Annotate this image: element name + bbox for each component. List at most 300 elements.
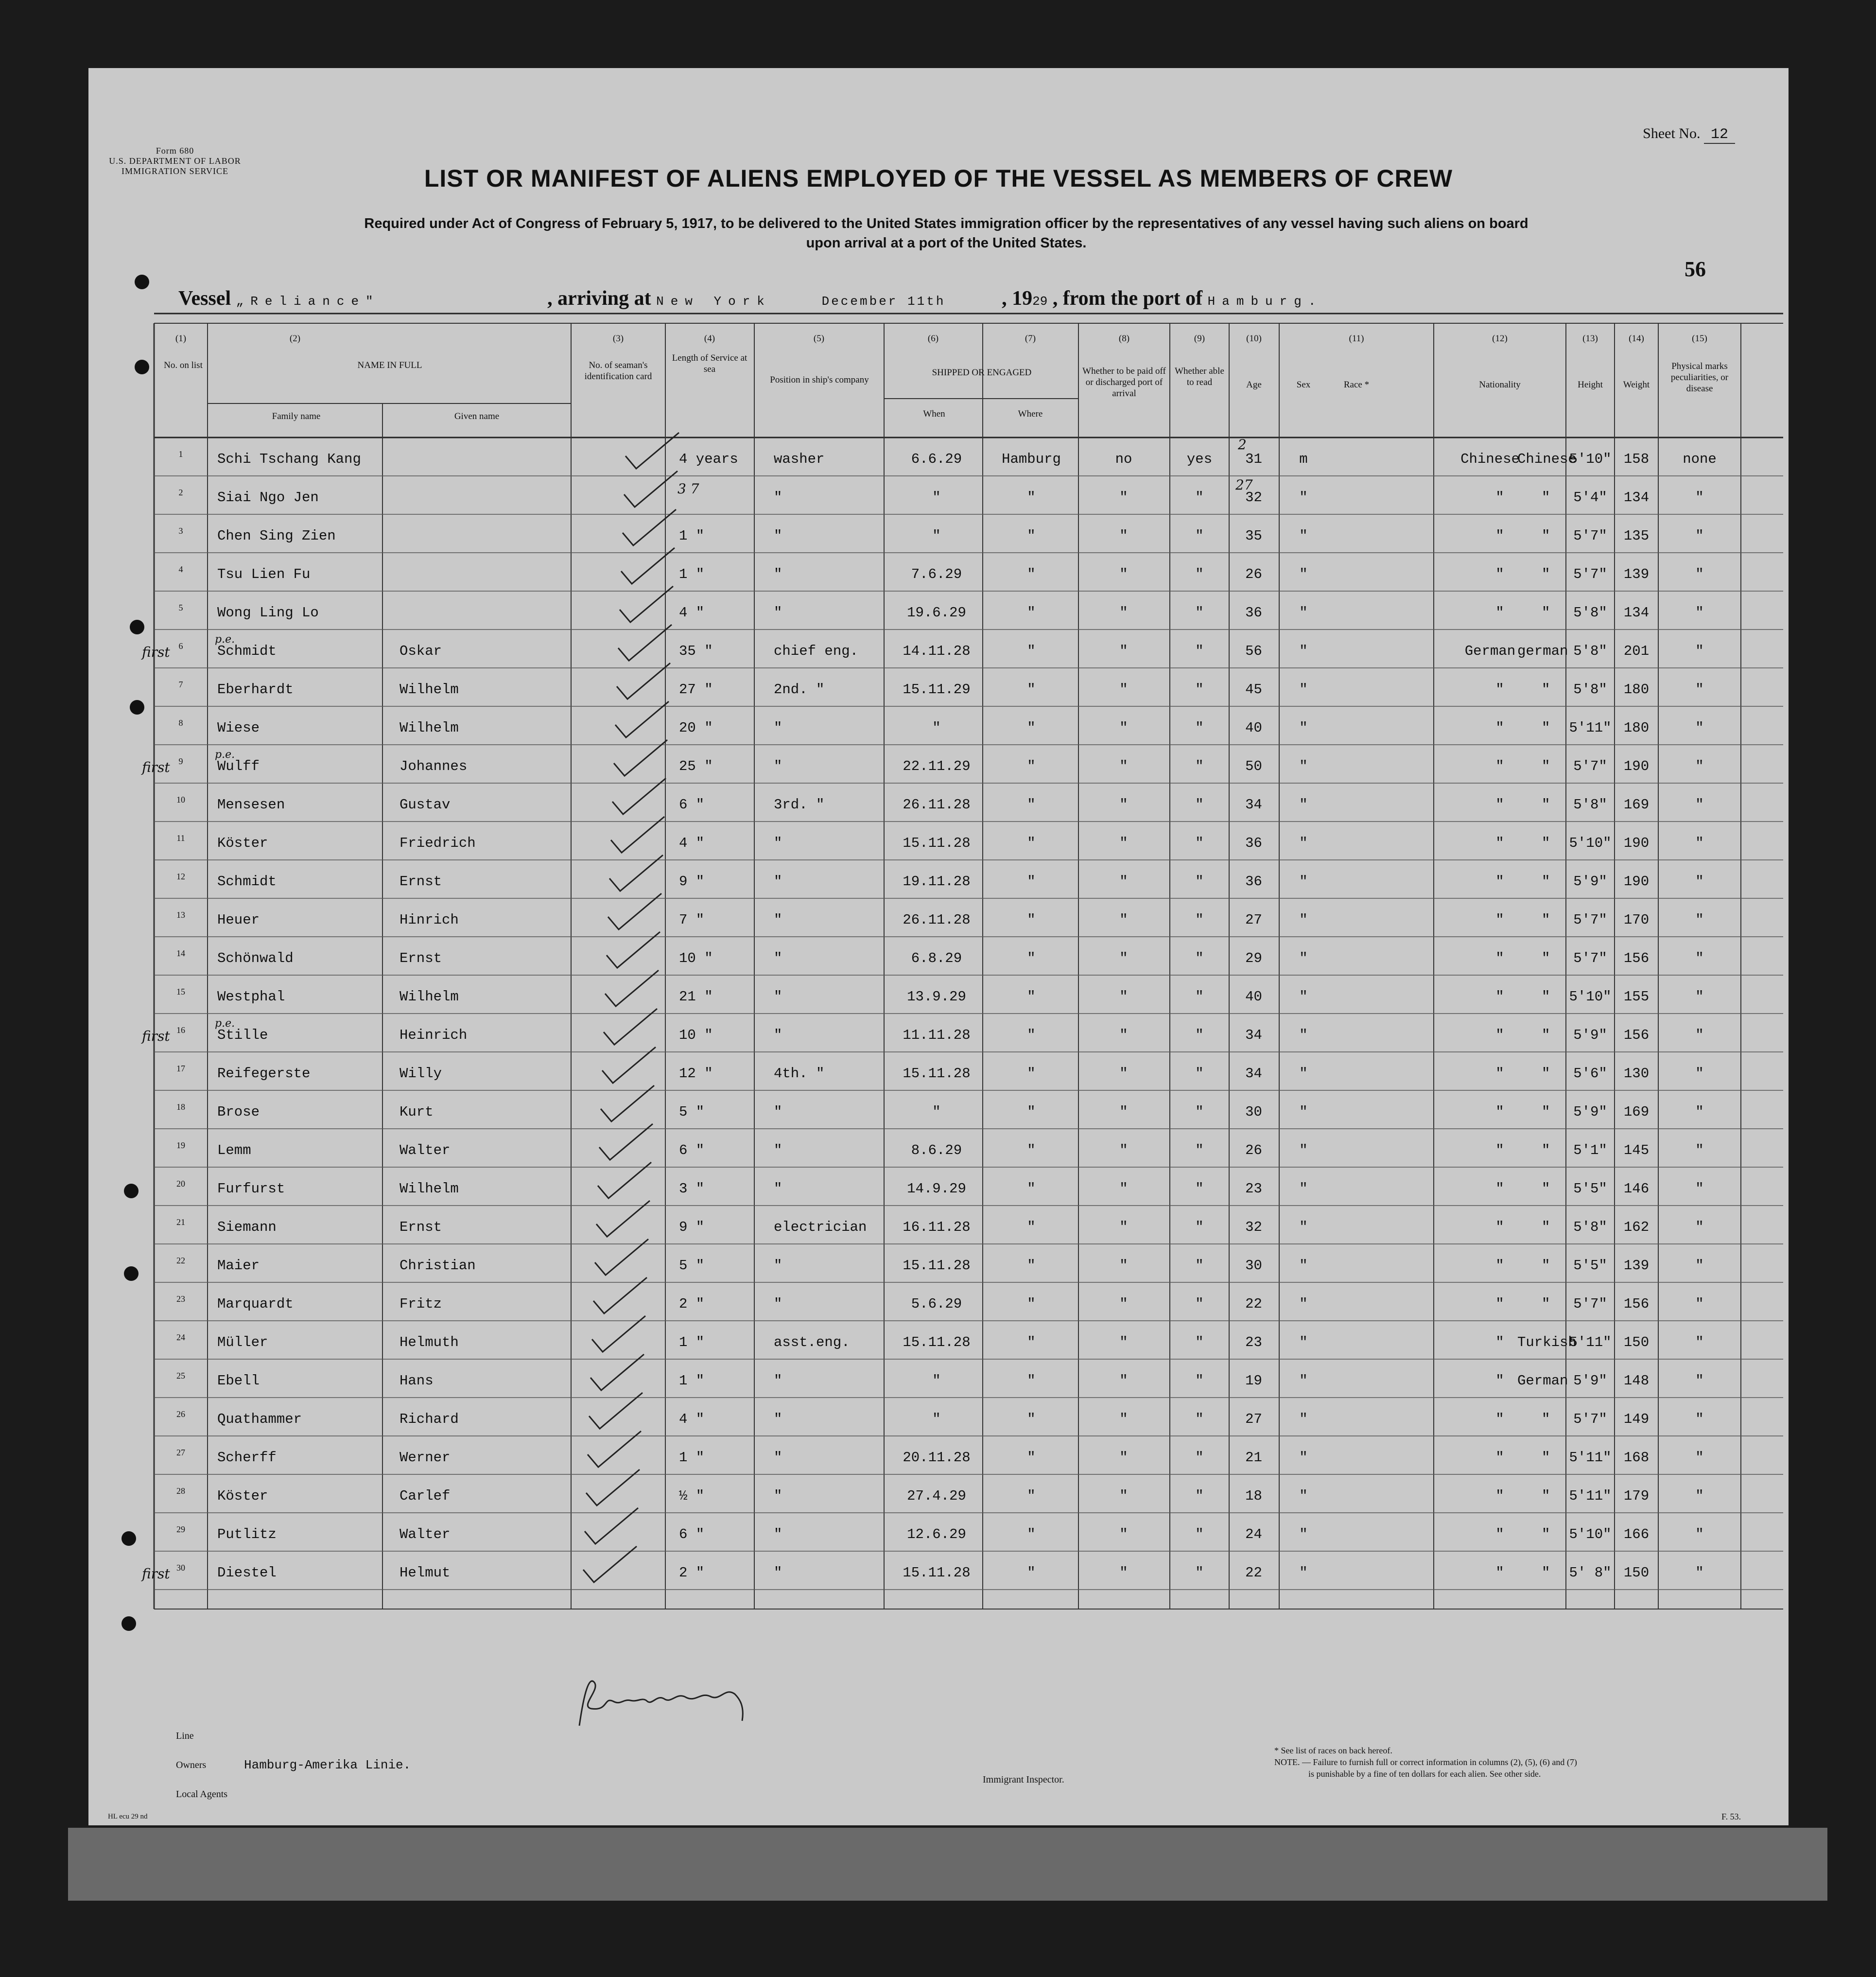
column-number: (13): [1582, 333, 1598, 344]
physical-marks-cell: ": [1695, 912, 1704, 928]
column-number: (15): [1692, 333, 1707, 344]
age-cell: 23: [1245, 1181, 1262, 1197]
column-number: (9): [1194, 333, 1205, 344]
physical-marks-cell: ": [1695, 758, 1704, 774]
position-cell: 3rd. ": [774, 797, 825, 813]
vessel-name: „Reliance": [236, 294, 380, 309]
weight-cell: 146: [1623, 1181, 1650, 1197]
family-name-cell: Schi Tschang Kang: [217, 451, 361, 467]
row-number: 21: [176, 1217, 185, 1227]
given-name-cell: Christian: [400, 1258, 476, 1274]
physical-marks-cell: ": [1695, 950, 1704, 966]
shipped-when-cell: ": [932, 528, 941, 544]
shipped-when-cell: 14.11.28: [903, 643, 971, 659]
weight-cell: 156: [1623, 950, 1650, 966]
age-cell: 56: [1245, 643, 1262, 659]
physical-marks-cell: ": [1695, 1565, 1704, 1581]
able-to-read-cell: ": [1195, 1027, 1204, 1043]
weight-cell: 130: [1623, 1066, 1650, 1082]
check-mark: [607, 932, 660, 968]
pe-mark: p.e.: [215, 633, 235, 646]
row-number: 27: [176, 1448, 185, 1457]
paid-off-cell: ": [1119, 643, 1128, 659]
height-cell: 5'8": [1573, 605, 1607, 621]
check-mark: [609, 855, 663, 891]
nationality-cell: ": [1542, 835, 1550, 851]
row-number: 12: [176, 872, 185, 881]
physical-marks-cell: ": [1695, 1027, 1704, 1043]
sex-cell: ": [1299, 1526, 1308, 1542]
nationality-cell: Chinese: [1517, 451, 1577, 467]
row-number: 2: [178, 488, 183, 497]
check-mark: [596, 1201, 650, 1237]
nationality-cell: ": [1542, 605, 1550, 621]
family-name-cell: Reifegerste: [217, 1066, 311, 1082]
nationality-cell: ": [1542, 758, 1550, 774]
paid-off-cell: no: [1115, 451, 1132, 467]
shipped-when-cell: ": [932, 1411, 941, 1427]
service-length-cell: 2 ": [679, 1296, 705, 1312]
given-name-cell: Ernst: [400, 1219, 442, 1235]
position-cell: ": [774, 758, 782, 774]
height-cell: 5'7": [1573, 912, 1607, 928]
physical-marks-cell: ": [1695, 1104, 1704, 1120]
row-number: 1: [178, 449, 183, 459]
family-name-cell: Tsu Lien Fu: [217, 566, 311, 582]
sex-cell: ": [1299, 1450, 1308, 1466]
nationality-cell: ": [1542, 1565, 1550, 1581]
family-name-cell: Ebell: [217, 1373, 260, 1389]
weight-cell: 149: [1623, 1411, 1650, 1427]
height-cell: 5'7": [1573, 758, 1607, 774]
able-to-read-cell: ": [1195, 1565, 1204, 1581]
physical-marks-cell: ": [1695, 528, 1704, 544]
row-number: 23: [176, 1294, 185, 1304]
check-mark: [589, 1393, 643, 1429]
given-name-cell: Gustav: [400, 797, 451, 813]
able-to-read-cell: ": [1195, 1296, 1204, 1312]
sex-header: Sex: [1296, 380, 1311, 390]
race-footnote: * See list of races on back hereof.: [1274, 1746, 1392, 1755]
row-number: 25: [176, 1371, 185, 1381]
paid-off-cell: ": [1119, 912, 1128, 928]
local-agents-label: Local Agents: [176, 1789, 228, 1800]
position-cell: ": [774, 1296, 782, 1312]
family-name-header: Family name: [272, 411, 321, 421]
service-length-cell: 2 ": [679, 1565, 705, 1581]
age-header: Age: [1246, 380, 1262, 390]
shipped-where-cell: ": [1027, 1488, 1036, 1504]
weight-cell: 168: [1623, 1450, 1650, 1466]
able-to-read-cell: ": [1195, 989, 1204, 1005]
weight-cell: 134: [1623, 490, 1650, 506]
shipped-where-cell: Hamburg: [1002, 451, 1061, 467]
weight-cell: 139: [1623, 1258, 1650, 1274]
able-to-read-cell: ": [1195, 1258, 1204, 1274]
where-header: Where: [1018, 409, 1043, 419]
position-cell: electrician: [774, 1219, 867, 1235]
shipped-where-cell: ": [1027, 797, 1036, 813]
sex-cell: ": [1299, 566, 1308, 582]
position-cell: ": [774, 835, 782, 851]
weight-cell: 180: [1623, 720, 1650, 736]
subtitle-line-1: Required under Act of Congress of February 5, 1917, to be delivered to the United States immigration officer by the representatives of any vessel having such aliens on board: [364, 216, 1529, 231]
check-mark: [602, 1047, 656, 1083]
able-to-read-cell: ": [1195, 874, 1204, 890]
sex-cell: m: [1299, 451, 1308, 467]
column-number: (8): [1118, 333, 1130, 344]
sex-cell: ": [1299, 1565, 1308, 1581]
given-name-cell: Johannes: [400, 758, 468, 774]
service-name: IMMIGRATION SERVICE: [121, 166, 229, 176]
age-cell: 19: [1245, 1373, 1262, 1389]
race-cell: ": [1495, 874, 1504, 890]
paid-off-cell: ": [1119, 989, 1128, 1005]
service-length-cell: 3 ": [679, 1181, 705, 1197]
family-name-cell: Wong Ling Lo: [217, 605, 319, 621]
given-name-cell: Wilhelm: [400, 1181, 459, 1197]
shipped-where-cell: ": [1027, 835, 1036, 851]
owners-value: Hamburg-Amerika Linie.: [244, 1758, 411, 1772]
weight-cell: 145: [1623, 1142, 1650, 1158]
service-length-cell: 10 ": [679, 1027, 713, 1043]
given-name-header: Given name: [454, 411, 500, 421]
pe-mark: p.e.: [215, 749, 235, 761]
race-cell: ": [1495, 1334, 1504, 1350]
check-mark: [583, 1546, 637, 1582]
able-to-read-cell: ": [1195, 835, 1204, 851]
shipped-where-cell: ": [1027, 989, 1036, 1005]
age-cell: 40: [1245, 720, 1262, 736]
service-correction: 3 7: [677, 481, 699, 497]
family-name-cell: Brose: [217, 1104, 260, 1120]
physical-marks-cell: ": [1695, 1142, 1704, 1158]
shipped-when-cell: 15.11.28: [903, 1258, 971, 1274]
position-cell: ": [774, 1142, 782, 1158]
race-cell: ": [1495, 566, 1504, 582]
name-in-full-header: NAME IN FULL: [357, 360, 422, 370]
family-name-cell: Schmidt: [217, 643, 277, 659]
sheet-number: 12: [1704, 126, 1735, 144]
family-name-cell: Köster: [217, 1488, 268, 1504]
department-name: U.S. DEPARTMENT OF LABOR: [109, 156, 241, 166]
given-name-cell: Walter: [400, 1142, 451, 1158]
paid-off-cell: ": [1119, 950, 1128, 966]
row-number: 17: [176, 1064, 185, 1073]
paid-off-cell: ": [1119, 1526, 1128, 1542]
race-cell: Chinese: [1460, 451, 1520, 467]
physical-marks-cell: ": [1695, 566, 1704, 582]
row-number: 3: [178, 526, 183, 536]
check-mark: [585, 1508, 638, 1544]
form-number: Form 680: [156, 146, 194, 156]
given-name-cell: Carlef: [400, 1488, 451, 1504]
given-name-cell: Ernst: [400, 950, 442, 966]
weight-cell: 166: [1623, 1526, 1650, 1542]
manifest-table-grid: [88, 68, 1789, 1825]
weight-cell: 135: [1623, 528, 1650, 544]
age-cell: 22: [1245, 1565, 1262, 1581]
sex-cell: ": [1299, 720, 1308, 736]
shipped-where-cell: ": [1027, 1066, 1036, 1082]
row-number: 26: [176, 1409, 185, 1419]
given-name-cell: Hans: [400, 1373, 434, 1389]
service-length-cell: 21 ": [679, 989, 713, 1005]
position-cell: ": [774, 1373, 782, 1389]
height-cell: 5'9": [1573, 1373, 1607, 1389]
note-line-1: NOTE. — Failure to furnish full or correct information in columns (2), (5), (6) and (7): [1274, 1757, 1577, 1767]
service-length-cell: 5 ": [679, 1258, 705, 1274]
height-cell: 5'7": [1573, 1296, 1607, 1312]
print-code: HL ecu 29 nd: [108, 1813, 148, 1820]
shipped-where-cell: ": [1027, 758, 1036, 774]
physical-marks-cell: ": [1695, 1526, 1704, 1542]
height-cell: 5'9": [1573, 1104, 1607, 1120]
check-mark: [601, 1085, 654, 1121]
arrival-date: December 11th: [821, 294, 946, 309]
row-number: 22: [176, 1256, 185, 1265]
physical-marks-cell: ": [1695, 1334, 1704, 1350]
paid-off-cell: ": [1119, 874, 1128, 890]
shipped-where-cell: ": [1027, 1181, 1036, 1197]
race-cell: ": [1495, 528, 1504, 544]
age-cell: 40: [1245, 989, 1262, 1005]
height-cell: 5'8": [1573, 643, 1607, 659]
punch-hole: [135, 360, 149, 374]
sex-cell: ": [1299, 528, 1308, 544]
check-mark: [624, 471, 677, 507]
pe-mark: p.e.: [215, 1017, 235, 1030]
shipped-when-cell: 19.11.28: [903, 874, 971, 890]
age-cell: 22: [1245, 1296, 1262, 1312]
line-label: Line: [176, 1731, 194, 1741]
arriving-port: New York: [656, 294, 771, 309]
shipped-when-cell: 15.11.28: [903, 1565, 971, 1581]
paid-off-cell: ": [1119, 835, 1128, 851]
service-length-cell: 1 ": [679, 1334, 705, 1350]
shipped-engaged-header: SHIPPED OR ENGAGED: [932, 367, 1032, 378]
sex-cell: ": [1299, 1142, 1308, 1158]
row-number: 9: [178, 756, 183, 766]
paid-off-cell: ": [1119, 1373, 1128, 1389]
from-port: Hamburg.: [1207, 294, 1323, 309]
race-cell: ": [1495, 1027, 1504, 1043]
sex-cell: ": [1299, 835, 1308, 851]
punch-hole: [130, 620, 144, 634]
family-name-cell: Schönwald: [217, 950, 294, 966]
age-cell: 27: [1245, 1411, 1262, 1427]
physical-marks-cell: ": [1695, 1373, 1704, 1389]
physical-marks-cell: ": [1695, 1450, 1704, 1466]
able-to-read-cell: ": [1195, 1181, 1204, 1197]
position-cell: washer: [774, 451, 825, 467]
column-number: (11): [1349, 333, 1364, 344]
nationality-header: Nationality: [1479, 380, 1521, 390]
row-number: 6: [178, 641, 183, 651]
height-cell: 5'8": [1573, 682, 1607, 698]
shipped-when-cell: ": [932, 1373, 941, 1389]
weight-cell: 190: [1623, 874, 1650, 890]
position-cell: 2nd. ": [774, 682, 825, 698]
check-mark: [614, 740, 667, 776]
physical-marks-cell: ": [1695, 1296, 1704, 1312]
position-cell: ": [774, 566, 782, 582]
able-to-read-cell: ": [1195, 950, 1204, 966]
punch-hole: [124, 1184, 139, 1198]
weight-cell: 169: [1623, 797, 1650, 813]
race-cell: ": [1495, 1450, 1504, 1466]
shipped-where-cell: ": [1027, 1565, 1036, 1581]
page-title: LIST OR MANIFEST OF ALIENS EMPLOYED OF THE VESSEL AS MEMBERS OF CREW: [424, 165, 1453, 192]
shipped-when-cell: 20.11.28: [903, 1450, 971, 1466]
shipped-when-cell: 15.11.28: [903, 1066, 971, 1082]
row-number: 30: [176, 1563, 185, 1573]
able-to-read-cell: ": [1195, 720, 1204, 736]
age-cell: 30: [1245, 1104, 1262, 1120]
race-cell: ": [1495, 1526, 1504, 1542]
able-to-read-cell: ": [1195, 528, 1204, 544]
position-cell: ": [774, 1104, 782, 1120]
race-cell: ": [1495, 682, 1504, 698]
first-mark: first: [142, 759, 170, 775]
position-cell: ": [774, 1565, 782, 1581]
service-length-cell: 5 ": [679, 1104, 705, 1120]
height-cell: 5'11": [1569, 720, 1612, 736]
row-number: 10: [176, 795, 185, 805]
able-to-read-cell: ": [1195, 1334, 1204, 1350]
row-number: 11: [176, 833, 185, 843]
height-cell: 5' 8": [1569, 1565, 1612, 1581]
sex-cell: ": [1299, 1066, 1308, 1082]
given-name-cell: Walter: [400, 1526, 451, 1542]
sex-cell: ": [1299, 1181, 1308, 1197]
nationality-cell: ": [1542, 1258, 1550, 1274]
paid-off-cell: ": [1119, 1142, 1128, 1158]
shipped-where-cell: ": [1027, 1411, 1036, 1427]
physical-marks-cell: ": [1695, 1181, 1704, 1197]
shipped-where-cell: ": [1027, 566, 1036, 582]
check-mark: [599, 1124, 653, 1160]
height-cell: 5'5": [1573, 1181, 1607, 1197]
position-cell: ": [774, 989, 782, 1005]
check-mark: [598, 1162, 651, 1198]
service-length-cell: 9 ": [679, 874, 705, 890]
shipped-when-cell: 8.6.29: [911, 1142, 962, 1158]
sex-cell: ": [1299, 1334, 1308, 1350]
given-name-cell: Helmut: [400, 1565, 451, 1581]
family-name-cell: Putlitz: [217, 1526, 277, 1542]
age-correction: 27: [1235, 477, 1253, 493]
physical-marks-cell: ": [1695, 1258, 1704, 1274]
given-name-cell: Friedrich: [400, 835, 476, 851]
race-cell: ": [1495, 950, 1504, 966]
position-cell: chief eng.: [774, 643, 859, 659]
physical-marks-header: Physical marks peculiarities, or disease: [1670, 361, 1729, 394]
race-cell: ": [1495, 912, 1504, 928]
able-to-read-cell: ": [1195, 1142, 1204, 1158]
owners-label: Owners: [176, 1760, 207, 1770]
able-to-read-cell: ": [1195, 490, 1204, 506]
height-cell: 5'9": [1573, 1027, 1607, 1043]
race-cell: ": [1495, 1411, 1504, 1427]
height-cell: 5'6": [1573, 1066, 1607, 1082]
position-cell: ": [774, 605, 782, 621]
age-cell: 21: [1245, 1450, 1262, 1466]
given-name-cell: Willy: [400, 1066, 442, 1082]
inspector-signature: [574, 1672, 779, 1735]
weight-cell: 169: [1623, 1104, 1650, 1120]
service-length-cell: 25 ": [679, 758, 713, 774]
family-name-cell: Quathammer: [217, 1411, 302, 1427]
physical-marks-cell: ": [1695, 490, 1704, 506]
row-number: 28: [176, 1486, 185, 1496]
sex-cell: ": [1299, 758, 1308, 774]
physical-marks-cell: ": [1695, 682, 1704, 698]
able-to-read-cell: ": [1195, 758, 1204, 774]
service-length-cell: 1 ": [679, 528, 705, 544]
sex-cell: ": [1299, 1373, 1308, 1389]
able-to-read-cell: ": [1195, 1219, 1204, 1235]
row-number: 8: [178, 718, 183, 728]
race-cell: ": [1495, 1066, 1504, 1082]
height-cell: 5'7": [1573, 1411, 1607, 1427]
nationality-cell: ": [1542, 989, 1550, 1005]
paid-off-cell: ": [1119, 682, 1128, 698]
shipped-where-cell: ": [1027, 1142, 1036, 1158]
age-cell: 35: [1245, 528, 1262, 544]
paid-off-cell: ": [1119, 1565, 1128, 1581]
age-cell: 34: [1245, 797, 1262, 813]
shipped-where-cell: ": [1027, 1450, 1036, 1466]
check-mark: [618, 625, 672, 661]
able-to-read-cell: ": [1195, 1488, 1204, 1504]
nationality-cell: ": [1542, 1488, 1550, 1504]
physical-marks-cell: ": [1695, 720, 1704, 736]
race-cell: ": [1495, 1104, 1504, 1120]
weight-cell: 150: [1623, 1565, 1650, 1581]
shipped-where-cell: ": [1027, 1334, 1036, 1350]
family-name-cell: Wiese: [217, 720, 260, 736]
race-cell: ": [1495, 720, 1504, 736]
nationality-cell: ": [1542, 490, 1550, 506]
paid-off-cell: ": [1119, 797, 1128, 813]
nationality-cell: ": [1542, 1219, 1550, 1235]
able-to-read-header: Whether able to read: [1175, 366, 1224, 387]
nationality-cell: ": [1542, 874, 1550, 890]
weight-cell: 150: [1623, 1334, 1650, 1350]
column-number: (6): [927, 333, 939, 344]
weight-cell: 180: [1623, 682, 1650, 698]
position-header: Position in ship's company: [770, 375, 869, 385]
paid-off-cell: ": [1119, 566, 1128, 582]
paid-off-cell: ": [1119, 605, 1128, 621]
nationality-cell: Turkish: [1517, 1334, 1577, 1350]
family-name-cell: Lemm: [217, 1142, 251, 1158]
punch-hole: [135, 275, 149, 289]
family-name-cell: Diestel: [217, 1565, 277, 1581]
service-length-cell: 9 ": [679, 1219, 705, 1235]
year-suffix: 29: [1032, 294, 1048, 309]
physical-marks-cell: ": [1695, 1488, 1704, 1504]
position-cell: ": [774, 720, 782, 736]
shipped-where-cell: ": [1027, 682, 1036, 698]
able-to-read-cell: ": [1195, 682, 1204, 698]
given-name-cell: Oskar: [400, 643, 442, 659]
sex-cell: ": [1299, 912, 1308, 928]
sex-cell: ": [1299, 1027, 1308, 1043]
shipped-when-cell: 13.9.29: [907, 989, 966, 1005]
sex-cell: ": [1299, 874, 1308, 890]
